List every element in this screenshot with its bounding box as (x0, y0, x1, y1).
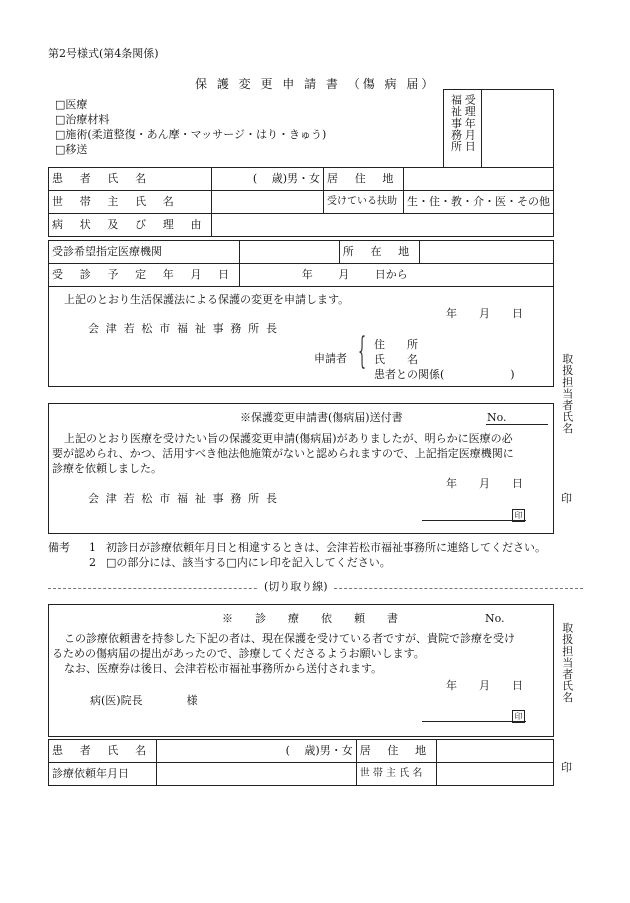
transmittal-body-3: 診療を依頼しました。 (52, 462, 162, 475)
request-residence-field[interactable] (436, 740, 553, 763)
note-2: □の部分には、該当する□内にレ印を記入してください。 (106, 556, 391, 569)
transmittal-signature-line[interactable] (422, 520, 526, 521)
applicant-brace: { (358, 331, 367, 372)
seal-icon: 印 (512, 509, 525, 522)
main-info-table (48, 167, 554, 237)
request-patient-label: 患 者 氏 名 (49, 740, 157, 763)
option-materials[interactable]: □治療材料 (55, 113, 110, 126)
request-no-label: No. (485, 612, 505, 625)
receipt-date-label: 福祉事務所 (449, 94, 463, 152)
assistance-label: 受けている扶助 (324, 191, 404, 214)
request-seal (512, 709, 525, 724)
option-transport[interactable]: □移送 (55, 143, 88, 156)
cut-line-label: (切り取り線) (258, 580, 334, 595)
scheduled-date-label: 受 診 予 定 年 月 日 (49, 264, 240, 287)
location-field[interactable] (419, 241, 553, 264)
form-title: 保 護 変 更 申 請 書 （傷 病 届） (195, 77, 437, 91)
patient-name-label: 患 者 氏 名 (49, 168, 212, 191)
handler-label-lower: 取扱担当者氏名 (560, 622, 574, 703)
request-household-field[interactable] (436, 763, 553, 786)
notes-label: 備考 (48, 541, 70, 554)
applicant-label: 申請者 (314, 352, 347, 365)
condition-field[interactable] (212, 214, 554, 237)
office-receipt-box (443, 89, 554, 168)
seal-label-upper: 印 (561, 492, 572, 505)
applicant-relationship-label[interactable]: 患者との関係( ) (374, 368, 515, 381)
applicant-name-label[interactable]: 氏 名 (374, 353, 418, 366)
institution-table (48, 240, 554, 287)
request-residence-label: 居 住 地 (356, 740, 436, 763)
scheduled-date-value[interactable]: 年 月 日から (239, 264, 553, 287)
applicant-address-label[interactable]: 住 所 (374, 338, 418, 351)
request-title: ※ 診 療 依 頼 書 (222, 612, 398, 625)
form-id: 第2号様式(第4条関係) (48, 47, 159, 60)
request-body-3: なお、医療券は後日、会津若松市福祉事務所から送付されます。 (64, 662, 383, 675)
desired-institution-label: 受診希望指定医療機関 (49, 241, 240, 264)
application-date[interactable]: 年 月 日 (446, 307, 523, 320)
application-statement: 上記のとおり生活保護法による保護の変更を申請します。 (64, 293, 350, 306)
option-medical[interactable]: □医療 (55, 98, 88, 111)
request-hospital[interactable]: 病(医)院長 様 (90, 694, 198, 707)
transmittal-no-label: No. (487, 411, 507, 424)
handler-label-upper: 取扱担当者氏名 (560, 353, 574, 434)
note-1-number: 1 (89, 541, 96, 554)
assistance-types[interactable]: 生・住・教・介・医・その他 (404, 191, 554, 214)
household-head-field[interactable] (212, 191, 324, 214)
desired-institution-field[interactable] (239, 241, 339, 264)
residence-field[interactable] (404, 168, 554, 191)
request-household-label: 世 帯 主 氏 名 (356, 763, 436, 786)
request-table (48, 739, 554, 786)
transmittal-date[interactable]: 年 月 日 (446, 477, 523, 490)
household-head-label: 世 帯 主 氏 名 (49, 191, 212, 214)
transmittal-no-line[interactable] (486, 424, 548, 425)
transmittal-body-2: 要が認められ、かつ、活用すべき他法他施策がないと認められますので、上記指定医療機関に (52, 447, 514, 460)
location-label: 所 在 地 (339, 241, 419, 264)
request-date-label: 診療依頼年月日 (49, 763, 157, 786)
request-body-1: この診療依頼書を持参した下記の者は、現在保護を受けている者ですが、貴院で診療を受け (64, 632, 515, 645)
option-treatment[interactable]: □施術(柔道整復・あん摩・マッサージ・はり・きゅう) (55, 128, 327, 141)
transmittal-seal (512, 508, 525, 523)
residence-label: 居 住 地 (324, 168, 404, 191)
seal-icon: 印 (512, 710, 525, 723)
transmittal-addressee: 会 津 若 松 市 福 祉 事 務 所 長 (88, 492, 279, 505)
age-sex: ( 歳)男・女 (212, 168, 324, 191)
request-signature-line[interactable] (422, 721, 526, 722)
note-1: 初診日が診療依頼年月日と相違するときは、会津若松市福祉事務所に連絡してください。 (106, 541, 546, 554)
transmittal-title: ※保護変更申請書(傷病届)送付書 (240, 411, 403, 424)
note-2-number: 2 (89, 556, 96, 569)
request-age-sex: ( 歳)男・女 (156, 740, 356, 763)
request-body-2: るための傷病届の提出があったので、診療してくださるようお願いします。 (52, 647, 425, 660)
condition-label: 病 状 及 び 理 由 (49, 214, 212, 237)
seal-label-lower: 印 (561, 761, 572, 774)
office-label: 受理年月日 (463, 94, 477, 152)
receipt-vertical-labels (449, 94, 477, 167)
transmittal-body-1: 上記のとおり医療を受けたい旨の保護変更申請(傷病届)がありましたが、明らかに医療の必 (64, 432, 513, 445)
request-date-field[interactable] (156, 763, 356, 786)
application-addressee: 会 津 若 松 市 福 祉 事 務 所 長 (88, 322, 279, 335)
request-date[interactable]: 年 月 日 (446, 679, 523, 692)
